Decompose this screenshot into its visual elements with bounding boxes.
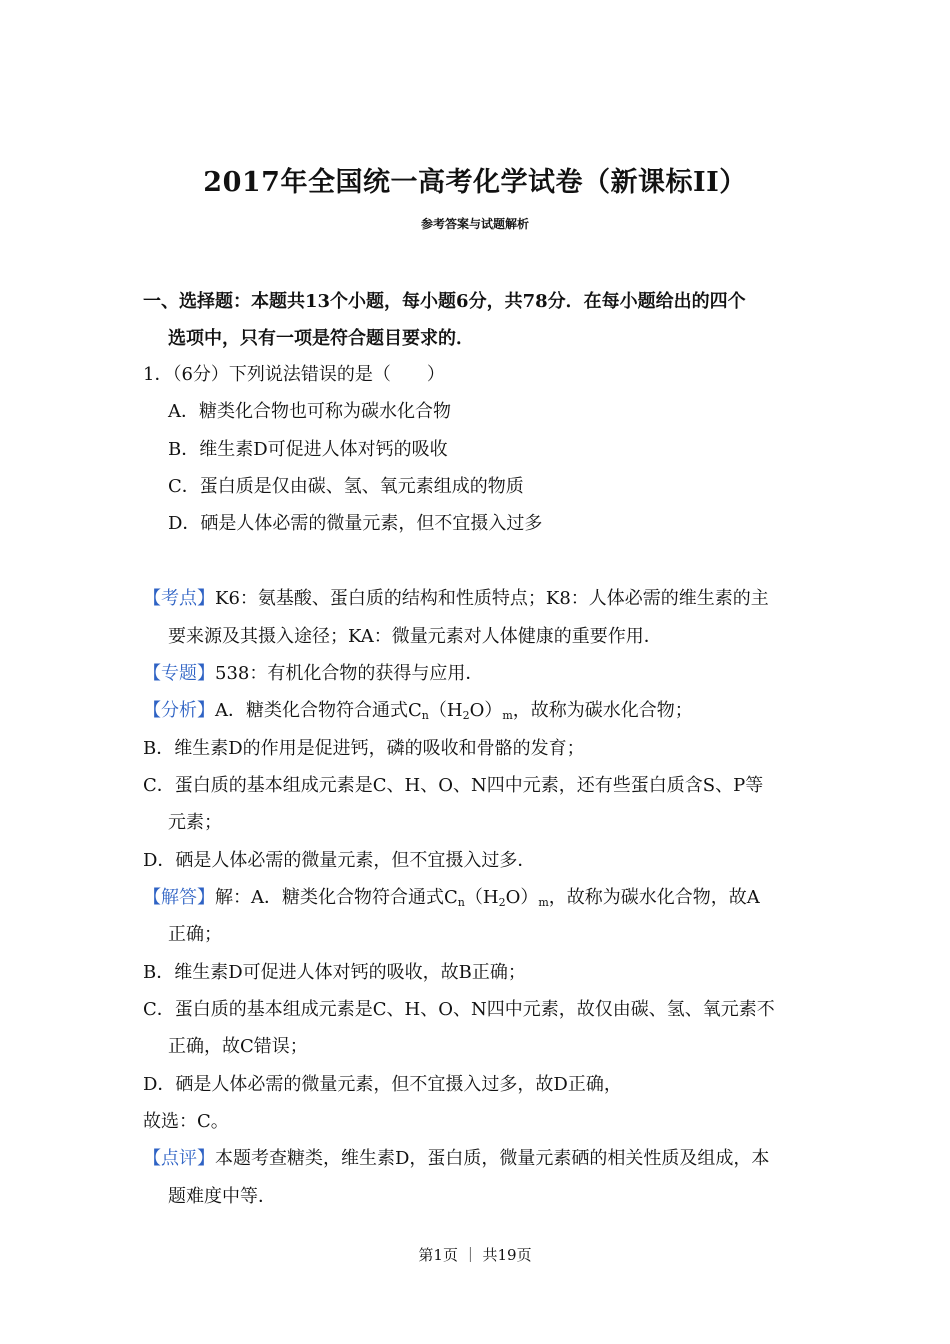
section-heading-line1: 一、选择题：本题共13个小题，每小题6分，共78分．在每小题给出的四个 <box>143 291 746 312</box>
jieda-paren2: O） <box>505 887 539 908</box>
fenxi-paren1: （H <box>428 700 463 721</box>
option-a: A．糖类化合物也可称为碳水化合物 <box>168 401 451 422</box>
fenxi-line-a <box>143 696 693 722</box>
jieda-line-a <box>143 883 760 909</box>
option-c: C．蛋白质是仅由碳、氢、氧元素组成的物质 <box>168 476 524 497</box>
question-stem: 1．（6分）下列说法错误的是（ ） <box>143 364 445 385</box>
page-subtitle: 参考答案与试题解析 <box>420 217 529 231</box>
jieda-sub-2: 2 <box>498 896 506 909</box>
dianping-line1 <box>143 1144 769 1170</box>
jieda-line-a2: 正确； <box>168 924 222 945</box>
fenxi-line-b: B．维生素D的作用是促进钙，磷的吸收和骨骼的发育； <box>143 738 585 759</box>
jieda-sub-n: n <box>457 896 465 909</box>
jieda-line-c1: C．蛋白质的基本组成元素是C、H、O、N四中元素，故仅由碳、氢、氧元素不 <box>143 999 775 1020</box>
jieda-line-c2: 正确，故C错误； <box>168 1036 308 1057</box>
dianping-text: 本题考查糖类，维生素D，蛋白质，微量元素硒的相关性质及组成，本 <box>215 1148 770 1169</box>
jieda-a-pre: 解：A．糖类化合物符合通式C <box>215 887 458 908</box>
jieda-answer: 故选：C。 <box>143 1111 229 1132</box>
option-d: D．硒是人体必需的微量元素，但不宜摄入过多 <box>168 513 543 534</box>
jieda-a-post: ，故称为碳水化合物，故A <box>548 887 760 908</box>
fenxi-a-post: ，故称为碳水化合物； <box>512 700 693 721</box>
page-title: 2017年全国统一高考化学试卷（新课标II） <box>203 167 747 198</box>
kaodian-tag: 【考点】 <box>143 588 215 609</box>
fenxi-a-pre: A．糖类化合物符合通式C <box>215 700 422 721</box>
fenxi-line-d: D．硒是人体必需的微量元素，但不宜摄入过多． <box>143 850 536 871</box>
dianping-line2: 题难度中等． <box>168 1186 276 1207</box>
kaodian-line2: 要来源及其摄入途径；KA：微量元素对人体健康的重要作用． <box>168 626 662 647</box>
option-b: B．维生素D可促进人体对钙的吸收 <box>168 439 448 460</box>
zhuanti-line <box>143 659 483 685</box>
fenxi-tag: 【分析】 <box>143 700 215 721</box>
jieda-sub-m: m <box>538 896 549 909</box>
fenxi-line-c1: C．蛋白质的基本组成元素是C、H、O、N四中元素，还有些蛋白质含S、P等 <box>143 775 764 796</box>
dianping-tag: 【点评】 <box>143 1148 215 1169</box>
page-footer: 第1页 ｜ 共19页 <box>418 1246 532 1264</box>
zhuanti-tag: 【专题】 <box>143 663 215 684</box>
kaodian-line1 <box>143 584 769 610</box>
jieda-tag: 【解答】 <box>143 887 215 908</box>
fenxi-sub-2: 2 <box>462 709 470 722</box>
fenxi-line-c2: 元素； <box>168 812 222 833</box>
section-heading-line2: 选项中，只有一项是符合题目要求的． <box>168 328 474 349</box>
zhuanti-text: 538：有机化合物的获得与应用． <box>215 663 484 684</box>
jieda-paren1: （H <box>464 887 499 908</box>
kaodian-text: K6：氨基酸、蛋白质的结构和性质特点；K8：人体必需的维生素的主 <box>215 588 769 609</box>
jieda-line-d: D．硒是人体必需的微量元素，但不宜摄入过多，故D正确， <box>143 1074 622 1095</box>
fenxi-sub-n: n <box>421 709 429 722</box>
jieda-line-b: B．维生素D可促进人体对钙的吸收，故B正确； <box>143 962 526 983</box>
fenxi-sub-m: m <box>502 709 513 722</box>
fenxi-paren2: O） <box>469 700 503 721</box>
